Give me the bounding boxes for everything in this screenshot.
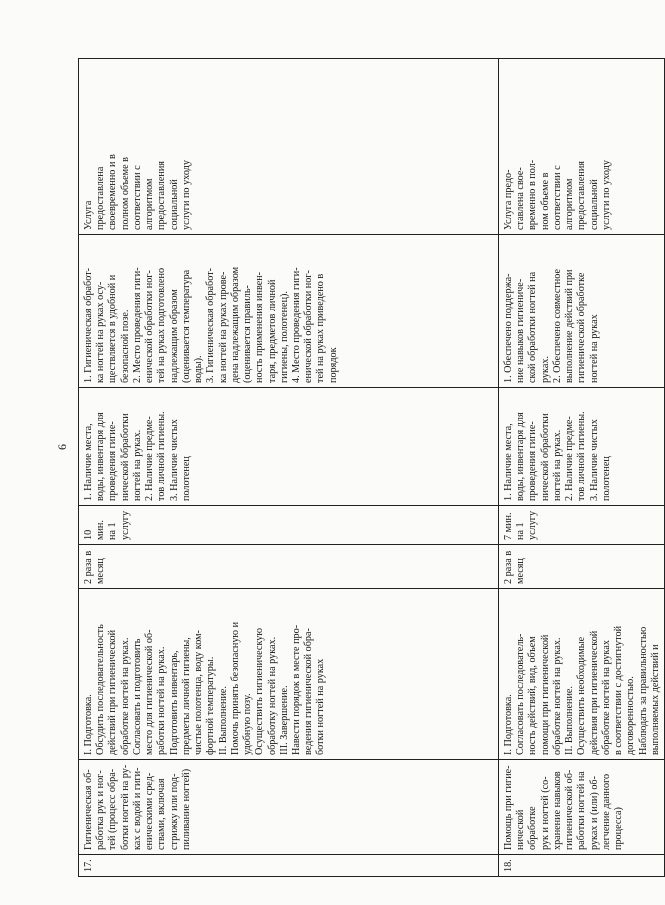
- cell-line: мин.: [95, 520, 107, 540]
- cell-line: III. Завершение.: [278, 685, 290, 755]
- cell-line: 2. Место проведения гиги-: [131, 267, 143, 383]
- table-row: [499, 59, 665, 877]
- cell-line: временно в пол-: [527, 159, 539, 230]
- cell-line: рук и ногтей (со-: [539, 776, 551, 850]
- cell-line: 2. Обеспечено совместное: [551, 269, 563, 383]
- cell-line: обработке ногтей на руках: [600, 640, 612, 755]
- cell-line: Услуга: [83, 200, 94, 230]
- cell-line: воды, инвентаря для: [515, 412, 527, 501]
- cell-line: ботки ногтей на руках: [315, 658, 327, 755]
- cell-line: на 1: [107, 522, 119, 540]
- cell-line: удобную позу.: [242, 693, 254, 755]
- row-number-cell: 18.: [499, 855, 665, 877]
- cell-line: соответствии с: [551, 165, 563, 230]
- cell-line: ской обработки ногтей на: [527, 271, 539, 383]
- row-number-cell: 17.: [79, 855, 499, 877]
- cell-line: 7 мин.: [503, 512, 514, 540]
- cell-line: I. Подготовка.: [503, 694, 514, 755]
- cell-line: Помощь при гигие-: [503, 765, 514, 850]
- cell-line: гигиены, полотенец).: [278, 291, 290, 383]
- cell-line: 4. Место проведения гиги-: [290, 267, 302, 383]
- cell-line: ботки ногтей на ру-: [119, 764, 131, 850]
- cell-line: воды, инвентаря для: [95, 412, 107, 501]
- cell-line: таря, предметов личной: [266, 279, 278, 383]
- cell-line: тей на руках подготовлено: [156, 267, 168, 383]
- cell-line: работки ногтей на руках.: [156, 646, 168, 755]
- cell-line: полотенец: [180, 456, 192, 501]
- cell-line: нической обработки: [119, 413, 131, 501]
- cell-line: ка ногтей на руках прове-: [217, 271, 229, 383]
- result-cell: [79, 59, 499, 235]
- cell-line: алгоритмом: [144, 178, 156, 230]
- cell-line: тов личной гигиены.: [156, 411, 168, 501]
- cell-line: соответствии с: [131, 165, 143, 230]
- cell-line: предоставления: [576, 161, 588, 230]
- cell-line: 2 раза в: [83, 550, 94, 584]
- cell-line: ка ногтей на руках осу-: [95, 281, 107, 383]
- cell-line: надлежащим образом: [168, 289, 180, 383]
- result-cell: [499, 59, 665, 235]
- cell-line: Помочь принять безопасную и: [229, 621, 241, 755]
- conditions-cell: [499, 388, 665, 506]
- cell-line: работки ногтей на: [576, 771, 588, 850]
- cell-line: (оценивается правиль-: [242, 285, 254, 383]
- cell-line: ногтей на руках: [588, 314, 600, 383]
- cell-line: чистые полотенца, воду ком-: [193, 630, 205, 755]
- cell-line: тей (процесс обра-: [107, 768, 119, 850]
- cell-line: Гигиеническая об-: [83, 769, 94, 850]
- cell-line: 1. Наличие места,: [83, 423, 94, 501]
- service-name-cell: [79, 760, 499, 855]
- cell-line: дена надлежащим образом: [229, 266, 241, 383]
- cell-line: ставлена свое-: [515, 167, 527, 230]
- cell-line: 3. Наличие чистых: [588, 419, 600, 501]
- cell-line: социальной: [168, 179, 180, 230]
- cell-line: руках и (или) об-: [588, 776, 600, 850]
- cell-line: ногтей на руках.: [131, 429, 143, 501]
- cell-line: ведения гигиенической обра-: [303, 628, 315, 755]
- cell-line: алгоритмом: [564, 178, 576, 230]
- cell-line: легчение данного: [600, 773, 612, 850]
- cell-line: процесса): [613, 807, 625, 850]
- cell-line: обработке ногтей на руках.: [551, 637, 563, 755]
- cell-line: действия при гигиенической: [588, 630, 600, 755]
- cell-line: на 1: [515, 522, 527, 540]
- quality-indicators-cell: [79, 235, 499, 388]
- cell-line: услуги по уходу: [600, 160, 612, 230]
- cell-line: фортной температуры.: [205, 656, 217, 755]
- cell-line: Подготовить инвентарь,: [168, 650, 180, 755]
- cell-line: еническими сред-: [144, 772, 156, 850]
- cell-line: услуги по уходу: [180, 160, 192, 230]
- cell-line: стрижку или под-: [168, 773, 180, 850]
- frequency-cell: [79, 545, 499, 589]
- procedure-cell: [499, 589, 665, 760]
- cell-line: месяц: [95, 558, 107, 584]
- cell-line: Услуга предо-: [503, 169, 514, 230]
- cell-line: енической обработки ног-: [303, 270, 315, 383]
- cell-line: тов личной гигиены.: [576, 411, 588, 501]
- cell-line: месяц: [515, 558, 527, 584]
- cell-line: предоставления: [156, 161, 168, 230]
- conditions-cell: [79, 388, 499, 506]
- cell-line: безопасной позе.: [119, 309, 131, 383]
- cell-line: воды).: [193, 355, 205, 383]
- service-name-cell: [499, 760, 665, 855]
- cell-line: 3. Наличие чистых: [168, 419, 180, 501]
- cell-line: нической обработке: [515, 806, 539, 850]
- cell-line: I. Подготовка.: [83, 694, 94, 755]
- cell-line: полотенец: [600, 456, 612, 501]
- cell-line: 1. Наличие места,: [503, 423, 514, 501]
- cell-line: 2. Наличие предме-: [564, 416, 576, 501]
- cell-line: социальной: [588, 179, 600, 230]
- cell-line: договоренностью.: [625, 676, 637, 755]
- cell-line: действий при гигиенической: [107, 629, 119, 755]
- cell-line: Согласовать и подготовить: [131, 638, 143, 755]
- table-row: [79, 59, 499, 877]
- cell-line: 1. Гигиеническая обработ-: [83, 267, 94, 383]
- cell-line: (оценивается температура: [180, 269, 192, 383]
- cell-line: предоставлена: [95, 166, 107, 230]
- table-body: [79, 59, 665, 877]
- cell-line: помощи при гигиенической: [539, 634, 551, 755]
- cell-line: услугу: [527, 510, 539, 540]
- duration-cell: [79, 506, 499, 545]
- cell-line: место для гигиенической об-: [144, 629, 156, 755]
- cell-line: обработке ногтей на руках.: [119, 637, 131, 755]
- cell-line: Наблюдать за правильностью: [637, 626, 649, 755]
- cell-line: выполняемых действий и: [649, 644, 661, 755]
- cell-line: 10: [83, 529, 94, 540]
- cell-line: ногтей на руках.: [551, 429, 563, 501]
- cell-line: нической обработки: [539, 413, 551, 501]
- cell-line: ном объеме в: [539, 172, 551, 230]
- cell-line: порядок: [327, 347, 339, 383]
- procedure-cell: [79, 589, 499, 760]
- cell-line: хранение навыков: [551, 771, 563, 850]
- frequency-cell: [499, 545, 665, 589]
- cell-line: Обсудить последовательность: [95, 624, 107, 755]
- cell-line: руках.: [539, 355, 551, 383]
- duration-cell: [499, 506, 665, 545]
- cell-line: ность применения инвен-: [254, 271, 266, 383]
- cell-line: полном объеме в: [119, 157, 131, 230]
- cell-line: ние навыков гигиениче-: [515, 278, 527, 383]
- service-standards-table: [78, 58, 665, 877]
- cell-line: работка рук и ног-: [95, 770, 107, 850]
- cell-line: проведения гигие-: [107, 421, 119, 501]
- cell-line: 2. Наличие предме-: [144, 416, 156, 501]
- cell-line: своевременно и в: [107, 154, 119, 230]
- cell-line: 2 раза в: [503, 550, 514, 584]
- cell-line: II. Выполнение.: [564, 686, 576, 755]
- cell-line: Осуществить гигиеническую: [254, 628, 266, 755]
- page-number: 6: [55, 444, 69, 450]
- cell-line: ствами, включая: [156, 778, 168, 850]
- cell-line: проведения гигие-: [527, 421, 539, 501]
- cell-line: Согласовать последователь-: [515, 633, 527, 755]
- cell-line: 1. Обеспечено поддержа-: [503, 273, 514, 383]
- cell-line: енической обработки ног-: [144, 270, 156, 383]
- rotated-table-wrapper: [78, 59, 661, 877]
- cell-line: тей на руках приведено в: [315, 273, 327, 383]
- cell-line: выполнение действий при: [564, 269, 576, 383]
- quality-indicators-cell: [499, 235, 665, 388]
- cell-line: II. Выполнение.: [217, 686, 229, 755]
- cell-line: ность действий, вид, объем: [527, 636, 539, 755]
- cell-line: Навести порядок в месте про-: [290, 624, 302, 755]
- cell-line: услугу: [119, 510, 131, 540]
- cell-line: в соответствии с достигнутой: [613, 625, 625, 755]
- cell-line: пиливание ногтей): [180, 768, 192, 850]
- cell-line: предметы личной гигиены,: [180, 637, 192, 755]
- cell-line: обработку ногтей на руках.: [266, 636, 278, 755]
- cell-line: Осуществить необходимые: [576, 636, 588, 755]
- cell-line: гигиенической об-: [564, 769, 576, 850]
- cell-line: гигиенической обработке: [576, 272, 588, 383]
- cell-line: ществляется в удобной и: [107, 274, 119, 383]
- cell-line: 3. Гигиеническая обработ-: [205, 267, 217, 383]
- cell-line: ках с водой и гиги-: [131, 767, 143, 850]
